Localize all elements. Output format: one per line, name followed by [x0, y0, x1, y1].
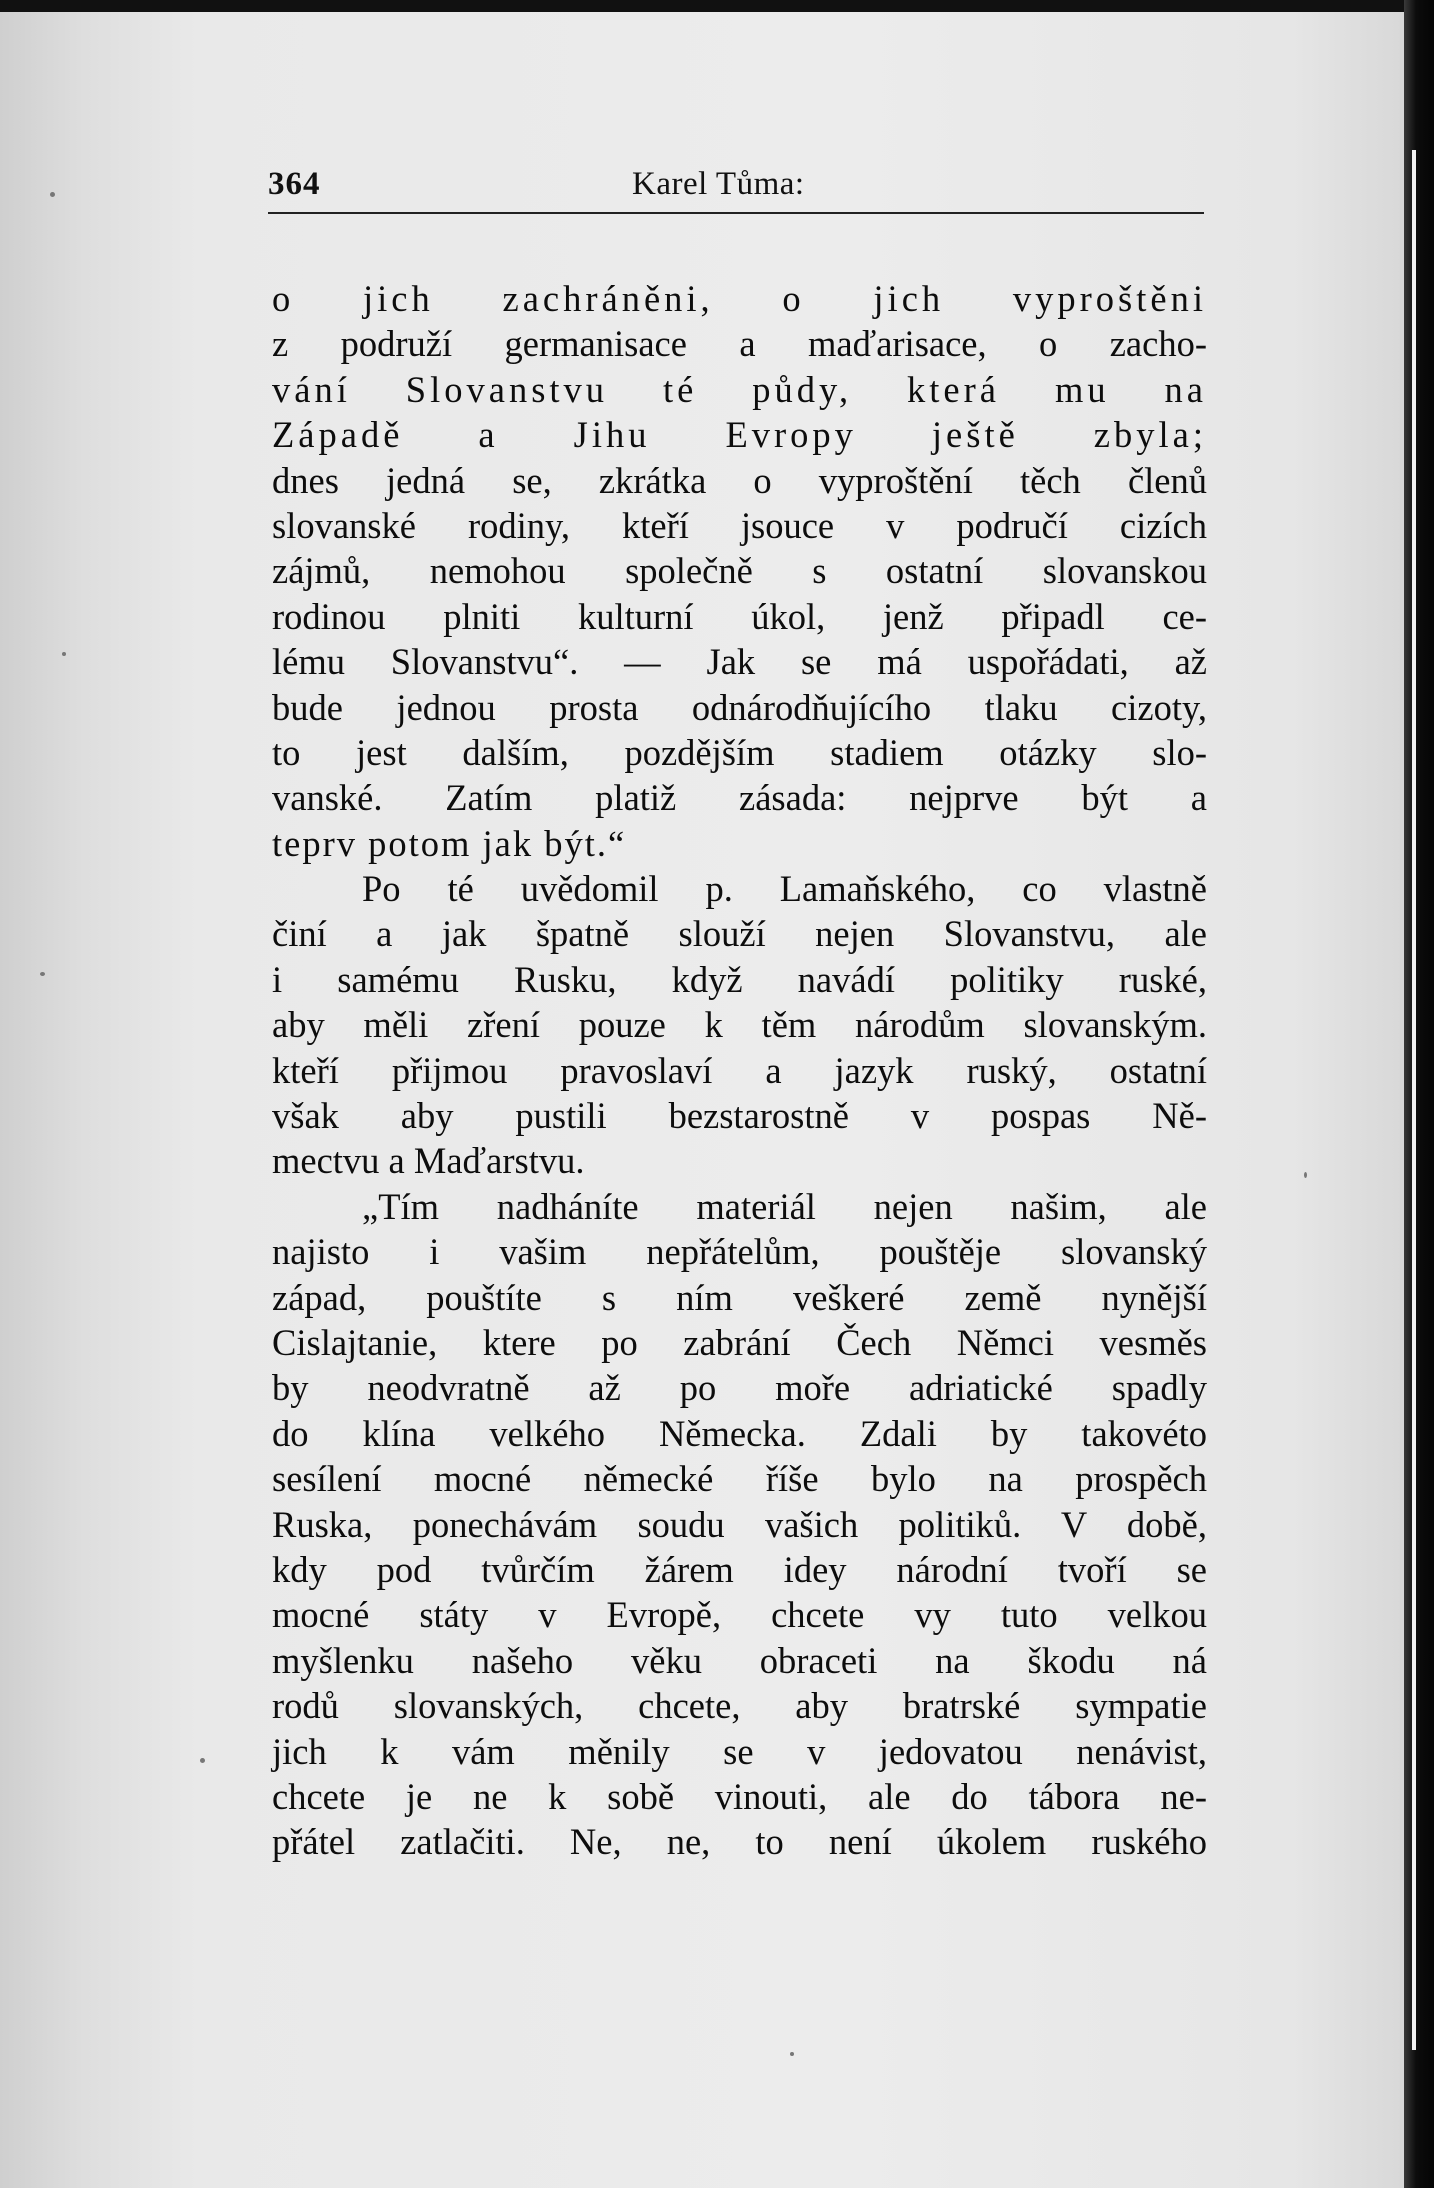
- text-line: z podruží germanisace a maďarisace, o zacho-: [272, 323, 1207, 365]
- text-line: myšlenku našeho věku obraceti na škodu ná: [272, 1639, 1207, 1681]
- text-line: dnes jedná se, zkrátka o vyproštění těch členů: [272, 459, 1207, 501]
- text-line: najisto i vašim nepřátelům, pouštěje slovanský: [272, 1231, 1207, 1273]
- text-line: rodinou plniti kulturní úkol, jenž připadl ce-: [272, 595, 1207, 637]
- text-line: slovanské rodiny, kteří jsouce v područí cizích: [272, 504, 1207, 546]
- speck: [50, 192, 55, 197]
- page-edge-line: [1412, 150, 1416, 2050]
- text-line: teprv potom jak být.“: [272, 822, 627, 864]
- body-text: [272, 276, 1207, 1865]
- page-number: 364: [268, 166, 321, 202]
- text-line: chcete je ne k sobě vinouti, ale do tábora ne-: [272, 1775, 1207, 1817]
- book-spine-shadow: [1404, 0, 1434, 2188]
- speck: [200, 1758, 205, 1763]
- speck: [62, 652, 66, 656]
- running-head: Karel Tůma:: [632, 166, 805, 202]
- text-line: aby měli zření pouze k těm národům slovanským.: [272, 1004, 1207, 1046]
- text-line: kteří přijmou pravoslaví a jazyk ruský, ostatní: [272, 1049, 1207, 1091]
- text-line: mectvu a Maďarstvu.: [272, 1140, 585, 1182]
- text-line: však aby pustili bezstarostně v pospas Ně-: [272, 1095, 1207, 1137]
- text-line: bude jednou prosta odnárodňujícího tlaku cizoty,: [272, 686, 1207, 728]
- text-line: by neodvratně až po moře adriatické spadly: [272, 1367, 1207, 1409]
- text-line: do klína velkého Německa. Zdali by takovéto: [272, 1412, 1207, 1454]
- text-line: to jest dalším, pozdějším stadiem otázky slo-: [272, 731, 1207, 773]
- text-line: o jich zachráněni, o jich vyproštěni: [272, 278, 1207, 319]
- speck: [40, 972, 45, 976]
- text-line: mocné státy v Evropě, chcete vy tuto velkou: [272, 1594, 1207, 1636]
- text-line: sesílení mocné německé říše bylo na prospěch: [272, 1458, 1207, 1500]
- text-line: západ, pouštíte s ním veškeré země nynější: [272, 1276, 1207, 1318]
- text-line: jich k vám měnily se v jedovatou nenávist,: [272, 1730, 1207, 1772]
- page-header: [268, 166, 1204, 214]
- text-line: vání Slovanstvu té půdy, která mu na: [272, 368, 1207, 410]
- text-line: Po té uvědomil p. Lamaňského, co vlastně: [362, 868, 1207, 910]
- text-line: lému Slovanstvu“. — Jak se má uspořádati, až: [272, 641, 1207, 683]
- text-line: vanské. Zatím platiž zásada: nejprve být a: [272, 777, 1207, 819]
- text-line: rodů slovanských, chcete, aby bratrské sympatie: [272, 1685, 1207, 1727]
- text-line: Cislajtanie, ktere po zabrání Čech Němci vesměs: [272, 1321, 1207, 1363]
- speck: [1304, 1172, 1307, 1178]
- text-line: „Tím nadháníte materiál nejen našim, ale: [362, 1185, 1207, 1227]
- speck: [790, 2052, 794, 2056]
- text-line: činí a jak špatně slouží nejen Slovanstvu, ale: [272, 913, 1207, 955]
- text-line: přátel zatlačiti. Ne, ne, to není úkolem ruského: [272, 1821, 1207, 1863]
- text-line: Ruska, ponechávám soudu vašich politiků. V době,: [272, 1503, 1207, 1545]
- text-line: i samému Rusku, když navádí politiky ruské,: [272, 958, 1207, 1000]
- text-line: zájmů, nemohou společně s ostatní slovanskou: [272, 550, 1207, 592]
- text-line: Západě a Jihu Evropy ještě zbyla;: [272, 414, 1207, 456]
- text-line: kdy pod tvůrčím žárem idey národní tvoří se: [272, 1548, 1207, 1590]
